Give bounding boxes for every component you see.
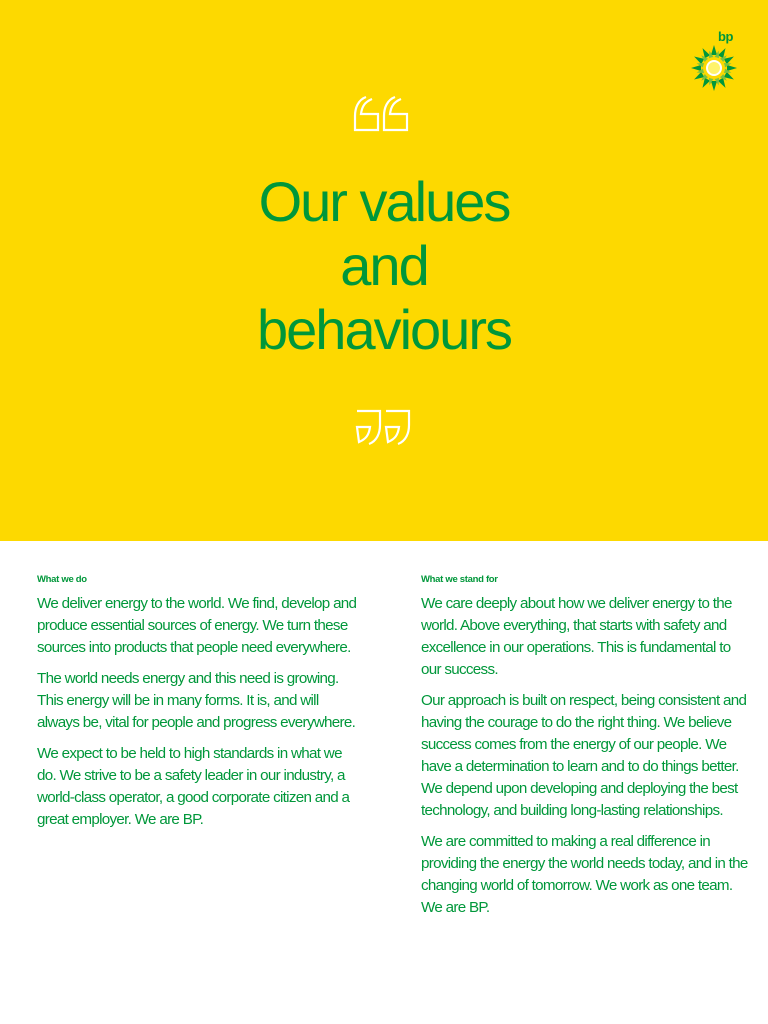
title-line-1: Our values xyxy=(258,170,510,233)
helios-sunflower-icon xyxy=(688,44,740,92)
what-we-do-column xyxy=(37,574,357,840)
title-line-3: behaviours xyxy=(257,298,511,361)
what-we-stand-for-paragraph: We are committed to making a real difference in providing the energy the world needs today, and in the changing world of tomorrow. We work as one team. We are BP. xyxy=(421,833,748,916)
what-we-do-paragraph: We deliver energy to the world. We find, develop and produce essential sources of energy. We turn these sources into products that people need everywhere. xyxy=(37,595,357,656)
title-line-2: and xyxy=(340,234,428,297)
what-we-do-paragraph: The world needs energy and this need is growing. This energy will be in many forms. It is, and will always be, vital for people and progress everywhere. xyxy=(37,670,356,731)
bp-logo-text: bp xyxy=(718,29,733,44)
open-quote-icon xyxy=(352,94,414,134)
what-we-do-heading: What we do xyxy=(37,574,87,585)
what-we-stand-for-paragraph: We care deeply about how we deliver energy to the world. Above everything, that starts with safety and excellence in our operations. This is fundamental to our success. xyxy=(421,595,732,678)
what-we-do-paragraph: We expect to be held to high standards in what we do. We strive to be a safety leader in our industry, a world-class operator, a good corporate citizen and a great employer. We are BP. xyxy=(37,745,350,828)
close-quote-icon xyxy=(352,407,414,447)
what-we-stand-for-heading: What we stand for xyxy=(421,574,498,585)
what-we-stand-for-paragraph: Our approach is built on respect, being consistent and having the courage to do the right thing. We believe success comes from the energy of our people. We have a determination to learn and to do things better. We depend upon developing and deploying the best technology, and building long-lasting relationships. xyxy=(421,692,747,819)
page-title xyxy=(0,170,768,362)
what-we-stand-for-column xyxy=(421,574,751,928)
